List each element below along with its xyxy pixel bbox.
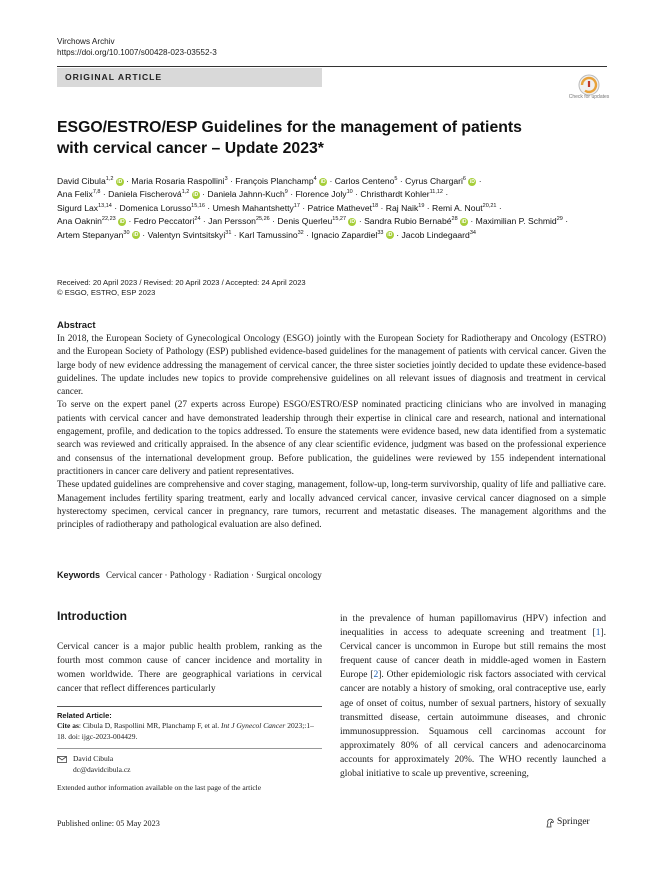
author-affiliation: 1,2	[105, 176, 114, 183]
author-affiliation: 9	[284, 189, 288, 196]
related-article-heading: Related Article:	[57, 711, 112, 720]
contact-name: David Cibula	[73, 754, 114, 763]
author-name[interactable]: Valentyn Svintsitskyi	[147, 229, 226, 240]
author-name[interactable]: Domenica Lorusso	[119, 202, 192, 213]
author-affiliation: 18	[372, 202, 379, 209]
author-name[interactable]: Denis Querleu	[277, 216, 333, 227]
cite-rest: 2023;:1–18. doi: ijgc-2023-004429.	[57, 721, 314, 741]
author-affiliation: 5	[394, 176, 398, 183]
mail-icon	[57, 756, 67, 763]
abstract-paragraph: These updated guidelines are comprehensive and cover staging, management, follow-up, long-term survivorship, quality of life and palliative care. Management includes fertility sparing treatment, early and locally advanced cervical cancer, invasive cervical cancer diagnosed on a simple hysterectomy specimen, cervical cancer in pregnancy, rare tumors, recurrent and metastatic diseases. The management algorithms and the principles of radiotherapy and pathological evaluation are also defined.	[57, 480, 606, 531]
author-affiliation: 34	[469, 229, 476, 236]
contact-email-link[interactable]: dc@davidcibula.cz	[73, 765, 131, 774]
extended-author-info: Extended author information available on the last page of the article	[57, 783, 262, 792]
author-name[interactable]: Ana Felix	[57, 189, 93, 200]
author-affiliation: 17	[293, 202, 300, 209]
orcid-icon[interactable]: iD	[119, 218, 125, 225]
author-affiliation: 29	[556, 216, 563, 223]
author-affiliation: 20,21	[482, 202, 497, 209]
author-affiliation: 24	[194, 216, 201, 223]
author-affiliation: 10	[346, 189, 353, 196]
author-name[interactable]: Maria Rosaria Raspollini	[131, 176, 225, 186]
publisher-logo	[557, 817, 590, 827]
publisher-name: Springer	[557, 817, 590, 827]
author-name[interactable]: Carlos Centeno	[334, 176, 395, 186]
keywords-text: Cervical cancer · Pathology · Radiation · Surgical oncology	[106, 570, 322, 580]
author-name[interactable]: Fedro Peccatori	[133, 216, 195, 227]
orcid-icon[interactable]: iD	[387, 232, 393, 239]
author-name[interactable]: Karl Tamussino	[239, 229, 298, 240]
author-affiliation: 31	[225, 229, 232, 236]
orcid-icon[interactable]: iD	[469, 178, 475, 185]
doi-link[interactable]: https://doi.org/10.1007/s00428-023-03552-3	[57, 48, 217, 57]
author-affiliation: 25,26	[255, 216, 270, 223]
cite-label: Cite as	[57, 721, 79, 730]
author-name[interactable]: Maximilian P. Schmid	[475, 216, 557, 227]
author-affiliation: 22,23	[101, 216, 116, 223]
author-name[interactable]: David Cibula	[57, 176, 106, 186]
author-affiliation: 13,14	[98, 202, 112, 209]
author-name[interactable]: Jacob Lindegaard	[401, 229, 470, 240]
author-affiliation: 7,8	[92, 189, 101, 196]
author-name[interactable]: Sandra Rubio Bernabé	[364, 216, 452, 227]
intro-text: ]. Cervical cancer is uncommon in Europe but still remains the most frequent cause of cancer death in middle-aged women in Eastern Europe [	[340, 628, 606, 681]
author-name[interactable]: Patrice Mathevet	[307, 202, 373, 213]
author-affiliation: 3	[224, 176, 228, 183]
author-name[interactable]: Daniela Fischerová	[108, 189, 182, 200]
article-title	[57, 117, 527, 159]
intro-column-left	[57, 640, 322, 696]
orcid-icon[interactable]: iD	[193, 192, 199, 199]
author-name[interactable]: Florence Joly	[295, 189, 347, 200]
introduction-heading: Introduction	[57, 609, 127, 623]
cite-text: : Cibula D, Raspollini MR, Planchamp F, et al.	[78, 721, 221, 730]
author-affiliation: 15,16	[191, 202, 205, 209]
author-affiliation: 32	[297, 229, 304, 236]
article-type: ORIGINAL ARTICLE	[65, 72, 163, 82]
abstract-paragraph: To serve on the expert panel (27 experts across Europe) ESGO/ESTRO/ESP nominated practicing clinicians who are involved in managing patients with cervical cancer and have demonstrated leadership through their expertise in clinical care and research, national and international engagement, profile, and dedication to the topics addressed. To ensure the statements were evidence based, new data identified from a systematic search was reviewed and critically appraised. In the absence of any clear scientific evidence, judgment was based on the professional experience and consensus of the international development group. Before publication, the guidelines were reviewed by 155 independent international practitioners in cancer care delivery and patient representatives.	[57, 400, 606, 477]
cite-journal: Int J Gynecol Cancer	[220, 721, 286, 730]
copyright: © ESGO, ESTRO, ESP 2023	[57, 288, 156, 297]
springer-horse-icon	[545, 818, 555, 828]
title-line-1: ESGO/ESTRO/ESP Guidelines for the management of patients	[57, 119, 522, 136]
orcid-icon[interactable]: iD	[349, 218, 355, 225]
related-article-citation	[57, 721, 322, 742]
header-rule	[57, 66, 607, 67]
article-dates: Received: 20 April 2023 / Revised: 20 April 2023 / Accepted: 24 April 2023	[57, 278, 306, 287]
footnote-rule	[57, 706, 322, 707]
author-name[interactable]: Jan Persson	[208, 216, 256, 227]
reference-link-1[interactable]: 1	[595, 628, 601, 639]
orcid-icon[interactable]: iD	[117, 178, 123, 185]
author-affiliation: 19	[418, 202, 425, 209]
author-name[interactable]: Ignacio Zapardiel	[311, 229, 378, 240]
orcid-icon[interactable]: iD	[461, 218, 467, 225]
author-name[interactable]: Christhardt Kohler	[360, 189, 430, 200]
abstract-heading: Abstract	[57, 320, 96, 331]
intro-paragraph: Cervical cancer is a major public health problem, ranking as the fourth most common cause of cancer incidence and mortality in women worldwide. There are geographical variations in cervical cancer that reflect differences particularly	[57, 642, 322, 694]
author-list: David Cibula$^{1,2}$ iD · Maria Rosaria Raspollini$^3$ · François Planchamp$^4$ iD · Carlos Centeno$^5$ · Cyrus Chargari$^6$ iD · Ana Felix$^{7,8}$ · Daniela Fischerová$^{1,2}$ iD · Daniela Jahnn-Kuch$^9$ · Florence Joly$^{10}$ · Christhardt Kohler$^{11,12}$ · Sigurd Lax$^{13,14}$ · Domenica Lorusso$^{15,16}$ · Umesh Mahantshetty$^{17}$ · Patrice Mathevet$^{18}$ · Raj Naik$^{19}$ · Remi A. Nout$^{20,21}$ · Ana Oaknin$^{22,23}$ iD · Fedro Peccatori$^{24}$ · Jan Persson$^{25,26}$ · Denis Querleu$^{15,27}$ iD · Sandra Rubio Bernabé$^{28}$ iD · Maximilian P. Schmid$^{29}$ · Artem Stepanyan$^{30}$ iD · Valentyn Svintsitskyi$^{31}$ · Karl Tamussino$^{32}$ · Ignacio Zapardiel$^{33}$ iD · Jacob Lindegaard$^{34}$	[57, 176, 569, 240]
author-affiliation: 6	[462, 176, 466, 183]
article-type-banner	[57, 68, 322, 87]
author-affiliation: 11,12	[429, 189, 443, 196]
orcid-icon[interactable]: iD	[133, 232, 139, 239]
author-affiliation: 4	[313, 176, 317, 183]
keywords-label: Keywords	[57, 570, 101, 580]
abstract-body	[57, 333, 606, 532]
keywords	[57, 570, 322, 580]
author-affiliation: 33	[377, 229, 384, 236]
intro-text: in the prevalence of human papillomavirus (HPV) infection and inequalities in access to adequate screening and treatment [	[340, 614, 606, 639]
abstract-paragraph: In 2018, the European Society of Gynecological Oncology (ESGO) jointly with the European Society for Radiotherapy and Oncology (ESTRO) and the European Society of Pathology (ESP) published evidence-based guidelines for the management of patients with cervical cancer. Given the large body of new evidence addressing the management of cervical cancer, the three sister societies jointly decided to update these evidence-based guidelines. The update includes new topics to provide comprehensive guidelines on all relevant issues of diagnosis and treatment in cervical cancer.	[57, 334, 606, 398]
author-name[interactable]: Ana Oaknin	[57, 216, 102, 227]
author-name[interactable]: Sigurd Lax	[57, 202, 99, 213]
journal-name: Virchows Archiv	[57, 37, 115, 46]
contact-rule	[57, 748, 322, 749]
intro-paragraph-continued	[340, 612, 606, 781]
reference-link-2[interactable]: 2	[373, 670, 379, 681]
title-line-2: with cervical cancer – Update 2023*	[57, 140, 324, 157]
check-for-updates-label[interactable]: Check for updates	[568, 94, 610, 100]
author-affiliation: 28	[451, 216, 458, 223]
author-name[interactable]: Umesh Mahantshetty	[212, 202, 294, 213]
author-name[interactable]: Artem Stepanyan	[57, 229, 124, 240]
author-name[interactable]: Remi A. Nout	[432, 202, 483, 213]
author-name[interactable]: Daniela Jahnn-Kuch	[207, 189, 285, 200]
author-name[interactable]: Cyrus Chargari	[405, 176, 463, 186]
orcid-icon[interactable]: iD	[320, 178, 326, 185]
published-date: Published online: 05 May 2023	[57, 819, 160, 828]
author-name[interactable]: François Planchamp	[235, 176, 314, 186]
author-name[interactable]: Raj Naik	[385, 202, 419, 213]
intro-text: ]. Other epidemiologic risk factors associated with cervical cancer are notably a history of smoking, oral contraceptive use, early age of onset of coitus, number of sexual partners, history of sexually transmitted disease, certain autoimmune diseases, and chronic immunosuppression. Squamous cell carcinomas account for approximately 80% of all cervical cancers and adenocarcinoma accounts for approximately 20%. The WHO recently launched a global initiative to scale up preventive, screening,	[340, 670, 606, 780]
check-for-updates-icon[interactable]	[572, 73, 606, 107]
author-affiliation: 1,2	[181, 189, 190, 196]
intro-column-right	[340, 612, 606, 781]
author-affiliation: 30	[123, 229, 130, 236]
author-affiliation: 15,27	[332, 216, 347, 223]
